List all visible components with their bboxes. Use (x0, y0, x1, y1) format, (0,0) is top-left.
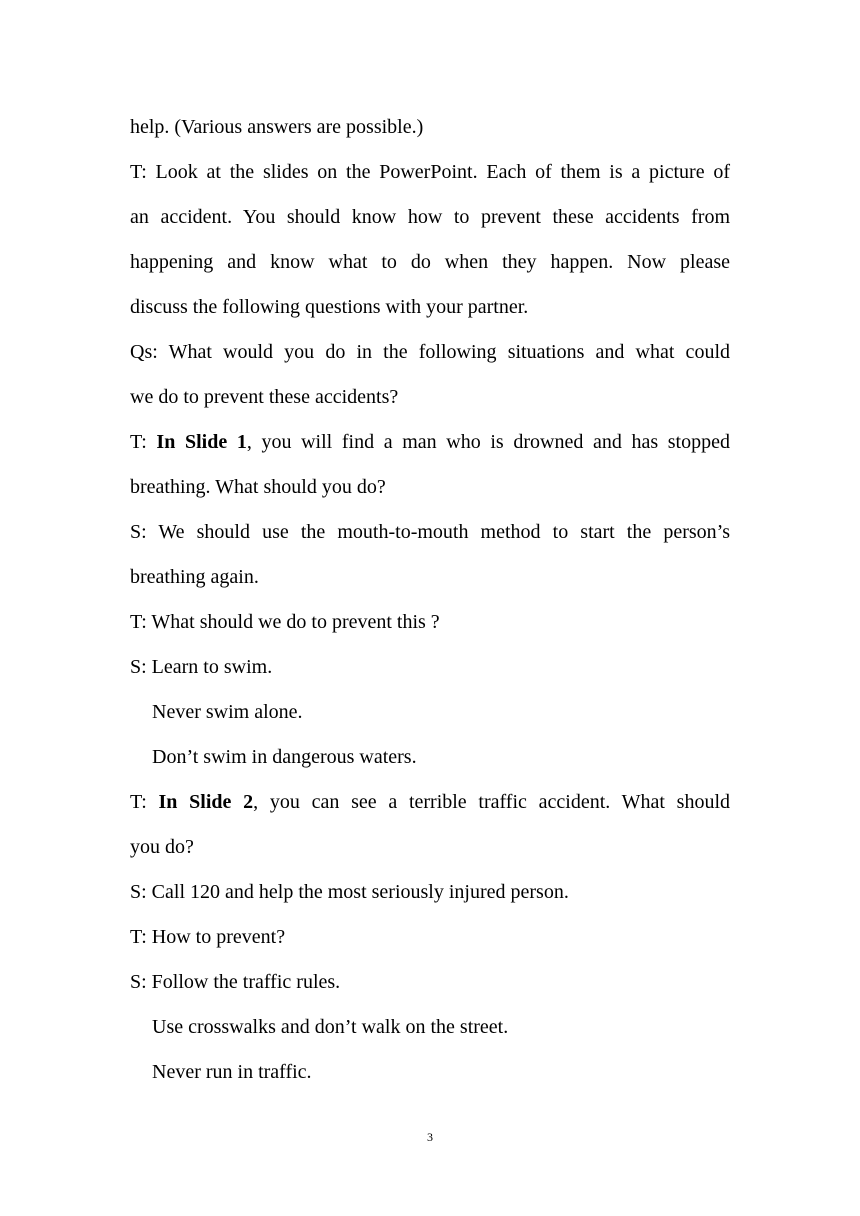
page-number: 3 (427, 1130, 433, 1144)
text-line: breathing. What should you do? (130, 476, 386, 498)
text-line: T: Look at the slides on the PowerPoint. Each of them is a picture of (130, 161, 730, 183)
text-line: we do to prevent these accidents? (130, 386, 399, 408)
text-line: S: Call 120 and help the most seriously injured person. (130, 881, 569, 903)
speaker-prefix: T: (130, 431, 157, 453)
text-line: T: How to prevent? (130, 926, 286, 948)
slide-1-text: , you will find a man who is drowned and has stopped (246, 431, 730, 453)
text-line: breathing again. (130, 566, 259, 588)
text-line: you do? (130, 836, 194, 858)
slide-1-label: In Slide 1 (156, 431, 247, 453)
text-line: S: Follow the traffic rules. (130, 971, 341, 993)
text-line: S: We should use the mouth-to-mouth method to start the person’s (130, 521, 730, 543)
text-line: help. (Various answers are possible.) (130, 116, 424, 138)
text-line: Qs: What would you do in the following situations and what could (130, 341, 730, 363)
indented-line: Don’t swim in dangerous waters. (152, 746, 417, 768)
slide-2-text: , you can see a terrible traffic accident. What should (253, 791, 730, 813)
text-line: discuss the following questions with your partner. (130, 296, 529, 318)
text-line: S: Learn to swim. (130, 656, 273, 678)
text-line: T: What should we do to prevent this ? (130, 611, 440, 633)
indented-line: Never swim alone. (152, 701, 303, 723)
slide-2-label: In Slide 2 (158, 791, 254, 813)
text-line: an accident. You should know how to prevent these accidents from (130, 206, 730, 228)
slide-1-line (130, 430, 730, 454)
speaker-prefix: T: (130, 791, 159, 813)
indented-line: Use crosswalks and don’t walk on the street. (152, 1016, 509, 1038)
slide-2-line (130, 790, 730, 814)
text-line: happening and know what to do when they happen. Now please (130, 251, 730, 273)
indented-line: Never run in traffic. (152, 1061, 312, 1083)
